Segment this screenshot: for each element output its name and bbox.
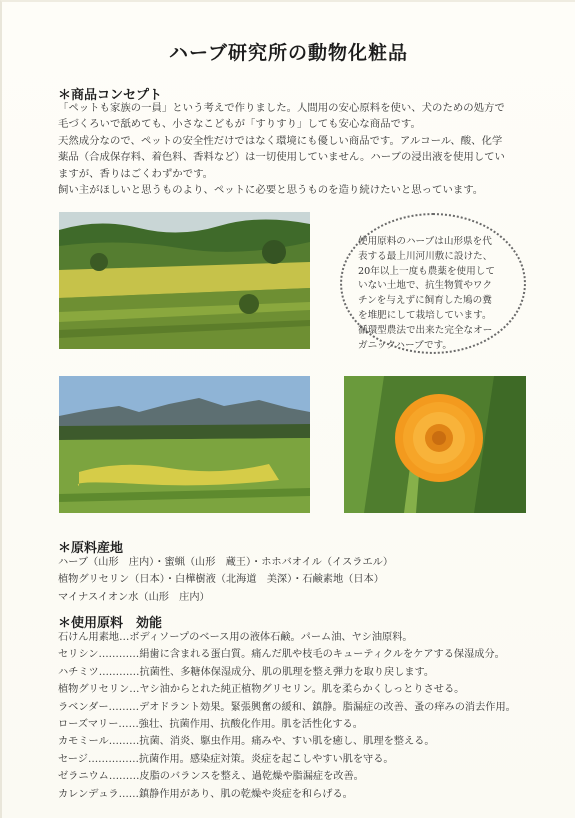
- origin-line: 植物グリセリン（日本）・白樺樹液（北海道 美深）・石鹸素地（日本）: [58, 574, 384, 586]
- ingredient-line: カレンデュラ……鎮静作用があり、肌の乾燥や炎症を和らげる。: [58, 788, 353, 800]
- ingredients-heading: ＊使用原料 効能: [58, 616, 163, 631]
- ingredient-line: ハチミツ…………抗菌性、多糖体保湿成分、肌の肌理を整え弾力を取り戻します。: [58, 666, 435, 678]
- bubble-line: 20年以上一度も農薬を使用して: [358, 265, 495, 277]
- concept-line: 天然成分なので、ペットの安全性だけではなく環境にも優しい商品です。アルコール、酸、化学: [58, 134, 503, 147]
- bubble-line: チンを与えずに飼育した鳩の糞: [358, 295, 492, 307]
- concept-line: ますが、香りはごくわずかです。: [58, 167, 214, 180]
- concept-line: 薬品（合成保存料、着色料、香料など）は一切使用していません。ハーブの浸出液を使用してい: [58, 151, 505, 164]
- origin-line: マイナスイオン水（山形 庄内）: [58, 591, 210, 603]
- concept-line: 「ペットも家族の一員」という考えで作りました。人間用の安心原料を使い、犬のための処方で: [58, 102, 505, 114]
- ingredients-list: [58, 629, 538, 803]
- herb-field-photo: [59, 212, 310, 349]
- ingredient-line: セージ……………抗菌作用。感染症対策。炎症を起こしやすい肌を守る。: [58, 753, 394, 765]
- organic-note-text: [358, 235, 508, 353]
- bubble-line: を堆肥にして栽培しています。: [358, 309, 492, 321]
- origin-line: ハーブ（山形 庄内）・蜜蝋（山形 蔵王）・ホホバオイル（イスラエル）: [58, 557, 394, 568]
- concept-line: 毛づくろいで舐めても、小さなこどもが「すりすり」しても安心な商品です。: [58, 118, 421, 131]
- bubble-line: 表する最上川河川敷に設けた、: [358, 250, 493, 262]
- mountain-field-photo: [59, 376, 310, 513]
- bubble-line: ガニックハーブです。: [358, 339, 453, 351]
- concept-text: [58, 100, 528, 198]
- ingredient-line: カモミール………抗菌、消炎、駆虫作用。痛みや、すい肌を癒し、肌理を整える。: [58, 736, 435, 748]
- ingredient-line: 石けん用素地…ボディソープのベース用の液体石鹸。パーム油、ヤシ油原料。: [58, 632, 413, 643]
- ingredient-line: 植物グリセリン…ヤシ油からとれた純正植物グリセリン。肌を柔らかくしっとりさせる。: [58, 684, 465, 696]
- ingredient-line: ローズマリー……強壮、抗菌作用、抗酸化作用。肌を活性化する。: [58, 719, 363, 731]
- origin-list: [58, 554, 538, 606]
- page-title: ハーブ研究所の動物化粧品: [168, 42, 409, 64]
- ingredient-line: ゼラニウム………皮脂のバランスを整え、過乾燥や脂漏症を改善。: [58, 771, 364, 783]
- concept-heading: ＊商品コンセプト: [58, 88, 163, 103]
- ingredient-line: ラベンダー………デオドラント効果。緊張興奮の緩和、鎮静。脂漏症の改善、蚤の痒みの消去作用。: [58, 701, 516, 713]
- bubble-line: いない土地で、抗生物質やワク: [358, 280, 493, 292]
- concept-line: 飼い主がほしいと思うものより、ペットに必要と思うものを造り続けたいと思っています。: [58, 184, 484, 197]
- ingredient-line: セリシン…………絹歯に含まれる蛋白質。痛んだ肌や枝毛のキューティクルをケアする保湿成分。: [58, 649, 505, 661]
- origin-heading: ＊原料産地: [58, 541, 124, 556]
- bubble-line: 循環型農法で出来た完全なオー: [358, 324, 493, 336]
- calendula-flower-photo: [344, 376, 526, 513]
- bubble-line: 使用原料のハーブは山形県を代: [358, 236, 492, 247]
